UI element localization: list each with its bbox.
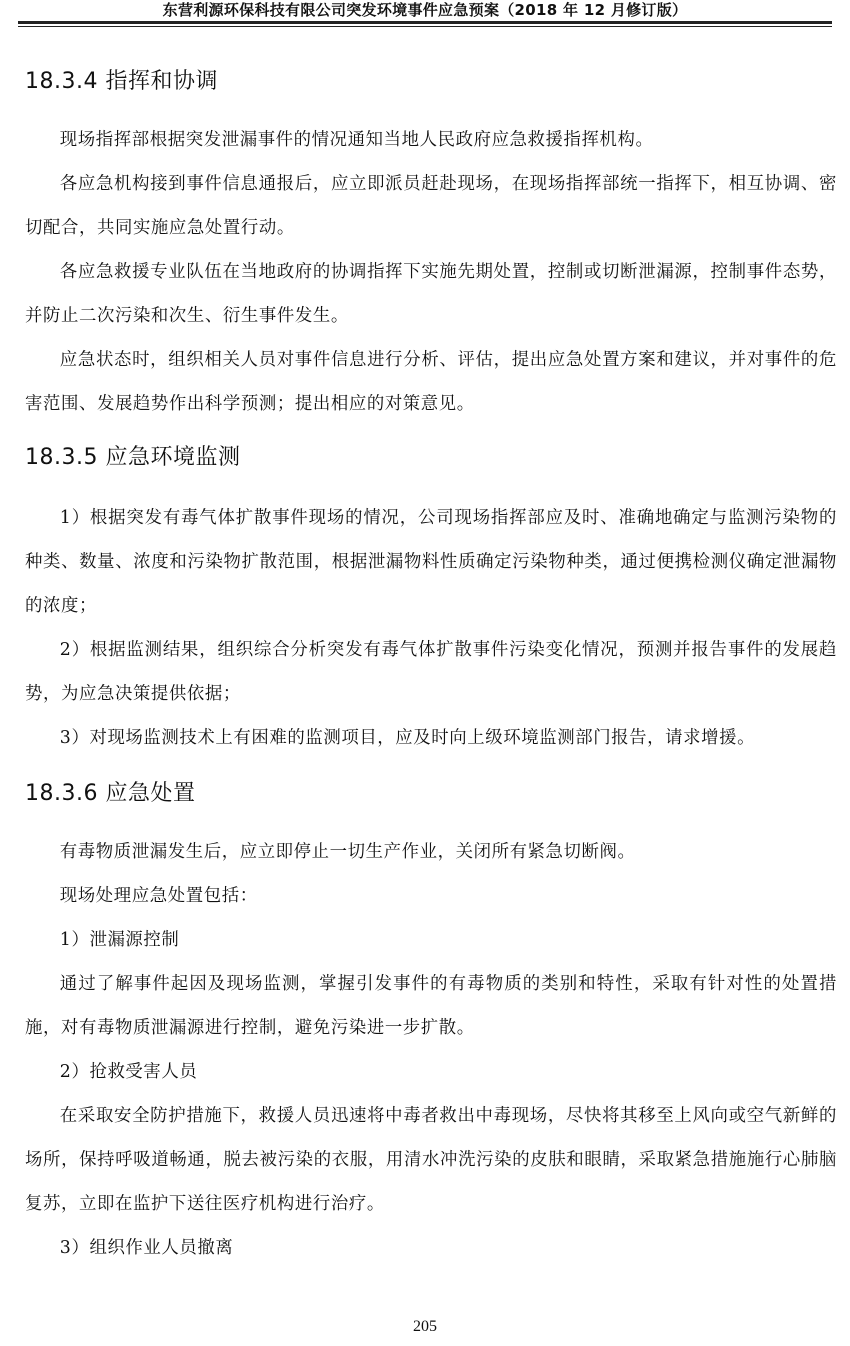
section-heading: 18.3.6 应急处置 xyxy=(25,781,196,806)
header-rule-thin xyxy=(18,26,832,27)
paragraph: 各应急机构接到事件信息通报后，应立即派员赶赴现场，在现场指挥部统一指挥下，相互协调、密切配合，共同实施应急处置行动。 xyxy=(25,174,837,238)
list-item-heading: 3）组织作业人员撤离 xyxy=(59,1238,234,1258)
section-heading: 18.3.5 应急环境监测 xyxy=(25,445,241,470)
paragraph: 3）对现场监测技术上有困难的监测项目，应及时向上级环境监测部门报告，请求增援。 xyxy=(59,728,756,748)
paragraph: 在采取安全防护措施下，救援人员迅速将中毒者救出中毒现场，尽快将其移至上风向或空气新鲜的场所，保持呼吸道畅通，脱去被污染的衣服，用清水冲洗污染的皮肤和眼睛，采取紧急措施施行心肺脑复苏，立即在监护下送往医疗机构进行治疗。 xyxy=(25,1106,837,1214)
paragraph: 2）根据监测结果，组织综合分析突发有毒气体扩散事件污染变化情况，预测并报告事件的发展趋势，为应急决策提供依据； xyxy=(25,640,837,704)
page-number: 205 xyxy=(413,1318,437,1335)
document-body xyxy=(25,60,837,1270)
paragraph: 通过了解事件起因及现场监测，掌握引发事件的有毒物质的类别和特性，采取有针对性的处置措施，对有毒物质泄漏源进行控制，避免污染进一步扩散。 xyxy=(25,974,837,1038)
list-item-heading: 1）泄漏源控制 xyxy=(59,930,180,950)
section-heading: 18.3.4 指挥和协调 xyxy=(25,69,218,94)
paragraph: 有毒物质泄漏发生后，应立即停止一切生产作业，关闭所有紧急切断阀。 xyxy=(59,842,636,862)
list-item-heading: 2）抢救受害人员 xyxy=(59,1062,198,1082)
paragraph: 应急状态时，组织相关人员对事件信息进行分析、评估，提出应急处置方案和建议，并对事件的危害范围、发展趋势作出科学预测；提出相应的对策意见。 xyxy=(25,350,837,414)
paragraph: 1）根据突发有毒气体扩散事件现场的情况，公司现场指挥部应及时、准确地确定与监测污染物的种类、数量、浓度和污染物扩散范围，根据泄漏物料性质确定污染物种类，通过便携检测仪确定泄漏物的浓度； xyxy=(25,508,837,616)
paragraph: 现场指挥部根据突发泄漏事件的情况通知当地人民政府应急救援指挥机构。 xyxy=(59,130,654,150)
paragraph: 各应急救援专业队伍在当地政府的协调指挥下实施先期处置，控制或切断泄漏源，控制事件态势，并防止二次污染和次生、衍生事件发生。 xyxy=(25,262,837,326)
running-header: 东营利源环保科技有限公司突发环境事件应急预案（2018 年 12 月修订版） xyxy=(162,1,688,19)
header-rule-thick xyxy=(18,21,832,24)
paragraph: 现场处理应急处置包括： xyxy=(59,886,258,906)
